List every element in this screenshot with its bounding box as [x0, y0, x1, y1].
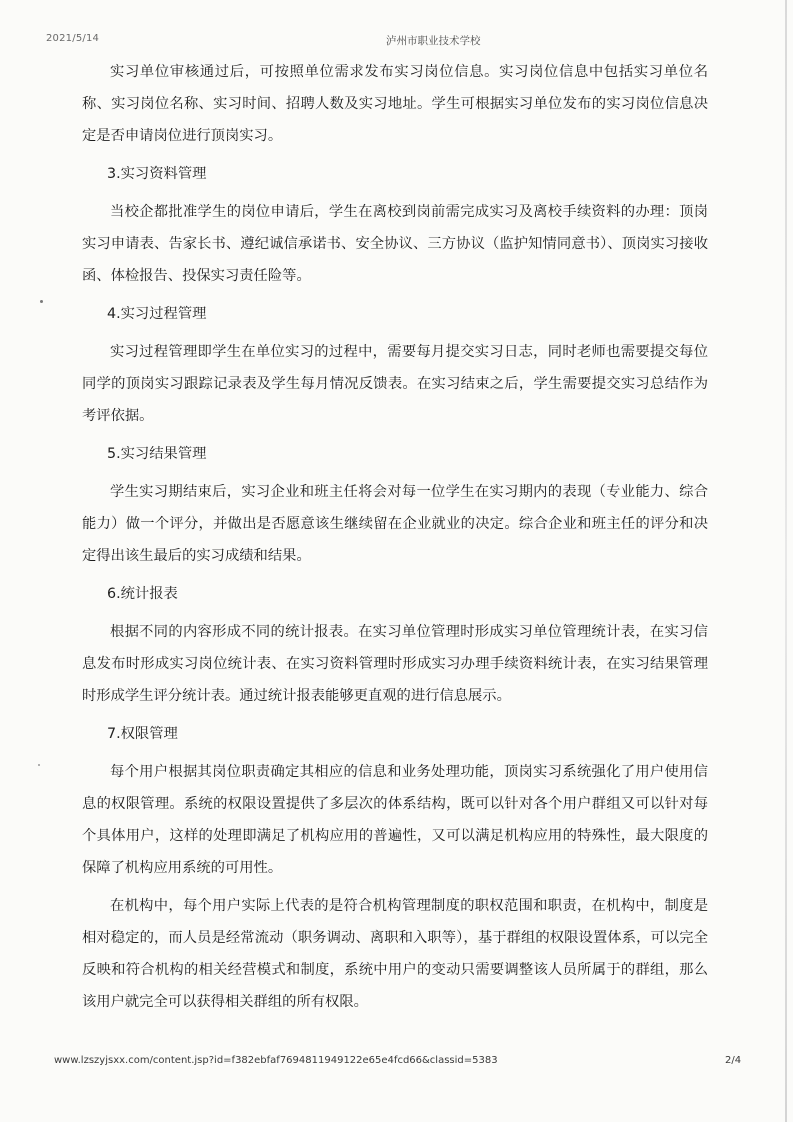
page-url: www.lzszyjsxx.com/content.jsp?id=f382ebfaf7694811949122e65e4fcd66&classid=5383 — [54, 1055, 498, 1066]
school-title: 泸州市职业技术学校 — [386, 35, 481, 47]
scan-edge-line — [785, 0, 787, 1122]
print-date: 2021/5/14 — [46, 33, 100, 44]
print-footer — [0, 1055, 793, 1071]
print-header — [0, 33, 793, 49]
section-6-paragraph: 根据不同的内容形成不同的统计报表。在实习单位管理时形成实习单位管理统计表，在实习信息发布时形成实习岗位统计表、在实习资料管理时形成实习办理手续资料统计表，在实习结果管理时形成学生评分统计表。通过统计报表能够更直观的进行信息展示。 — [82, 624, 708, 704]
intro-paragraph: 实习单位审核通过后，可按照单位需求发布实习岗位信息。实习岗位信息中包括实习单位名称、实习岗位名称、实习时间、招聘人数及实习地址。学生可根据实习单位发布的实习岗位信息决定是否申请岗位进行顶岗实习。 — [82, 64, 708, 144]
section-6-heading: 6.统计报表 — [107, 586, 178, 602]
section-4-paragraph: 实习过程管理即学生在单位实习的过程中，需要每月提交实习日志，同时老师也需要提交每位同学的顶岗实习跟踪记录表及学生每月情况反馈表。在实习结束之后，学生需要提交实习总结作为考评依据。 — [82, 344, 708, 424]
page-number: 2/4 — [725, 1055, 742, 1066]
section-7-paragraph-1: 每个用户根据其岗位职责确定其相应的信息和业务处理功能，顶岗实习系统强化了用户使用信息的权限管理。系统的权限设置提供了多层次的体系结构，既可以针对各个用户群组又可以针对每个具体用户，这样的处理即满足了机构应用的普遍性，又可以满足机构应用的特殊性，最大限度的保障了机构应用系统的可用性。 — [82, 764, 708, 876]
scan-speck — [38, 764, 40, 766]
section-7-heading: 7.权限管理 — [107, 726, 178, 742]
section-5-paragraph: 学生实习期结束后，实习企业和班主任将会对每一位学生在实习期内的表现（专业能力、综合能力）做一个评分，并做出是否愿意该生继续留在企业就业的决定。综合企业和班主任的评分和决定得出该生最后的实习成绩和结果。 — [82, 484, 708, 564]
section-3-heading: 3.实习资料管理 — [107, 166, 207, 182]
scan-speck — [40, 300, 43, 303]
document-body — [82, 56, 708, 1018]
section-4-heading: 4.实习过程管理 — [107, 306, 207, 322]
section-3-paragraph: 当校企都批准学生的岗位申请后，学生在离校到岗前需完成实习及离校手续资料的办理：顶岗实习申请表、告家长书、遵纪诚信承诺书、安全协议、三方协议（监护知情同意书）、顶岗实习接收函、体检报告、投保实习责任险等。 — [82, 204, 708, 284]
section-5-heading: 5.实习结果管理 — [107, 446, 207, 462]
section-7-paragraph-2: 在机构中，每个用户实际上代表的是符合机构管理制度的职权范围和职责，在机构中，制度是相对稳定的，而人员是经常流动（职务调动、离职和入职等），基于群组的权限设置体系，可以完全反映和符合机构的相关经营模式和制度，系统中用户的变动只需要调整该人员所属于的群组，那么该用户就完全可以获得相关群组的所有权限。 — [82, 898, 708, 1010]
